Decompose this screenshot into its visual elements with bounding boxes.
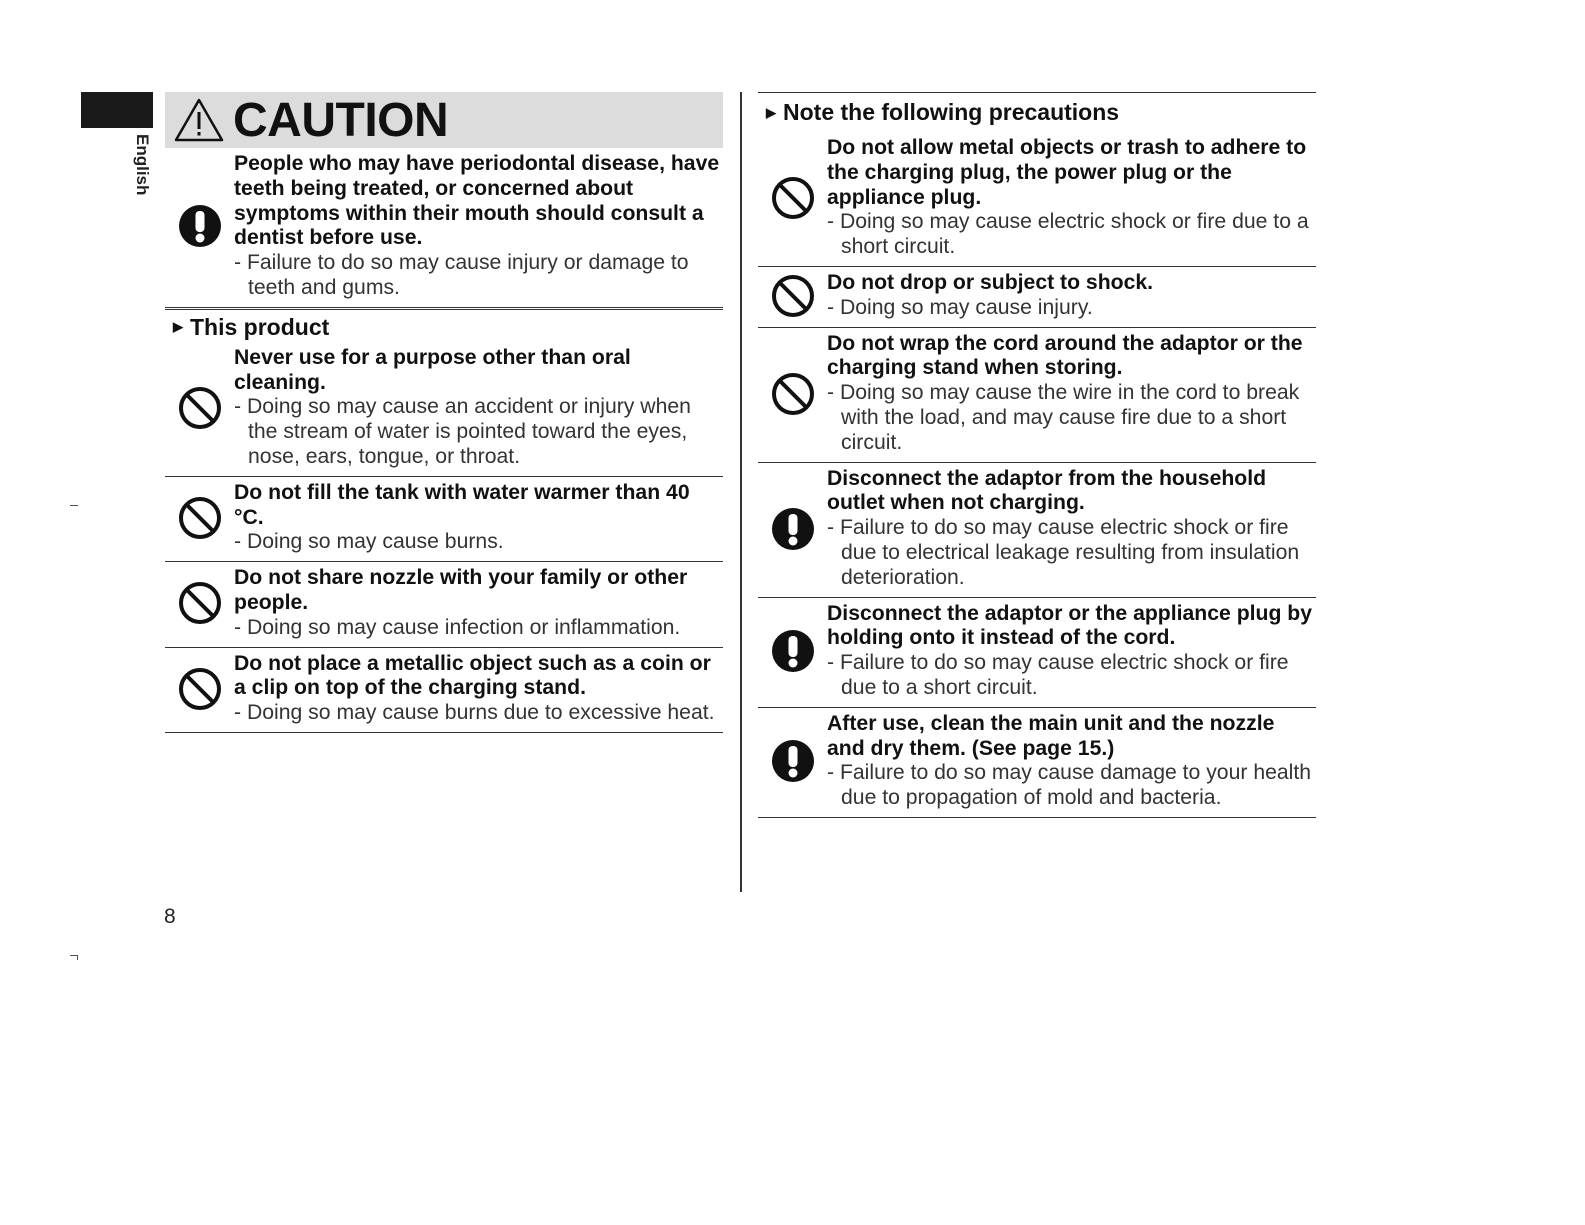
language-tab-marker xyxy=(81,92,153,128)
icon-cell xyxy=(165,566,234,640)
item-heading: After use, clean the main unit and the nozzle and dry them. (See page 15.) xyxy=(827,711,1275,760)
mandatory-icon xyxy=(177,203,223,249)
icon-cell xyxy=(758,332,827,456)
item-heading: People who may have periodontal disease, have teeth being treated, or concerned about symptoms within their mouth should consult a dentist before use. xyxy=(234,152,720,250)
crop-mark xyxy=(70,505,78,506)
column-divider xyxy=(740,92,742,892)
item-detail: - Doing so may cause an accident or injury when the stream of water is pointed toward the eyes, nose, ears, tongue, or throat. xyxy=(234,395,691,468)
language-label: English xyxy=(133,134,152,196)
prohibited-icon xyxy=(770,371,816,417)
item-heading: Do not wrap the cord around the adaptor or the charging stand when storing. xyxy=(827,331,1303,380)
item-detail: - Failure to do so may cause electric shock or fire due to electrical leakage resulting from insulation deterioration. xyxy=(827,516,1300,589)
arrow-right-icon: ▶ xyxy=(766,104,776,120)
prohibited-icon xyxy=(177,495,223,541)
item-detail: - Doing so may cause infection or inflammation. xyxy=(234,615,681,639)
list-item xyxy=(165,562,723,647)
section-title: This product xyxy=(190,313,330,340)
prohibited-icon xyxy=(177,666,223,712)
list-item xyxy=(758,463,1316,598)
item-detail: - Doing so may cause the wire in the cord to break with the load, and may cause fire due to a short circuit. xyxy=(827,381,1300,454)
left-column xyxy=(165,92,723,733)
icon-cell xyxy=(165,481,234,555)
warning-triangle-icon xyxy=(173,97,225,143)
section-title: Note the following precautions xyxy=(783,99,1120,125)
item-heading: Do not fill the tank with water warmer than 40 °C. xyxy=(234,480,690,529)
icon-cell xyxy=(758,712,827,811)
list-item xyxy=(758,132,1316,267)
item-detail: - Failure to do so may cause electric shock or fire due to a short circuit. xyxy=(827,651,1289,699)
right-column xyxy=(758,92,1316,818)
caution-item xyxy=(165,148,723,308)
list-item xyxy=(165,648,723,733)
prohibited-icon xyxy=(177,580,223,626)
prohibited-icon xyxy=(770,175,816,221)
item-heading: Never use for a purpose other than oral cleaning. xyxy=(234,345,631,394)
section-rule xyxy=(165,309,723,310)
caution-header xyxy=(165,92,723,148)
mandatory-icon xyxy=(770,628,816,674)
list-item xyxy=(758,708,1316,818)
page-number: 8 xyxy=(164,905,176,928)
item-detail: - Doing so may cause burns due to excessive heat. xyxy=(234,701,715,725)
icon-cell xyxy=(165,152,234,301)
list-item xyxy=(758,598,1316,708)
item-heading: Do not allow metal objects or trash to adhere to the charging plug, the power plug or the appliance plug. xyxy=(827,136,1307,209)
icon-cell xyxy=(165,652,234,726)
item-detail: - Failure to do so may cause injury or damage to teeth and gums. xyxy=(234,251,689,299)
prohibited-icon xyxy=(177,385,223,431)
item-detail: - Doing so may cause injury. xyxy=(827,295,1093,319)
item-heading: Disconnect the adaptor from the household outlet when not charging. xyxy=(827,466,1267,515)
item-heading: Do not place a metallic object such as a coin or a clip on top of the charging stand. xyxy=(234,651,711,700)
prohibited-icon xyxy=(770,273,816,319)
icon-cell xyxy=(758,467,827,591)
section-heading-precautions xyxy=(758,92,1316,132)
crop-mark xyxy=(77,955,78,960)
item-heading: Do not share nozzle with your family or other people. xyxy=(234,566,688,614)
caution-title: CAUTION xyxy=(233,93,449,147)
icon-cell xyxy=(165,346,234,470)
item-heading: Do not drop or subject to shock. xyxy=(827,270,1154,294)
list-item xyxy=(758,328,1316,463)
list-item xyxy=(758,267,1316,328)
mandatory-icon xyxy=(770,738,816,784)
mandatory-icon xyxy=(770,506,816,552)
list-item xyxy=(165,477,723,562)
list-item xyxy=(165,342,723,477)
item-heading: Disconnect the adaptor or the appliance plug by holding onto it instead of the cord. xyxy=(827,601,1313,650)
icon-cell xyxy=(758,136,827,260)
icon-cell xyxy=(758,271,827,321)
item-detail: - Doing so may cause burns. xyxy=(234,530,504,554)
arrow-right-icon: ▶ xyxy=(173,319,183,335)
item-detail: - Doing so may cause electric shock or fire due to a short circuit. xyxy=(827,210,1309,259)
icon-cell xyxy=(758,602,827,701)
item-detail: - Failure to do so may cause damage to your health due to propagation of mold and bacteria. xyxy=(827,761,1312,810)
